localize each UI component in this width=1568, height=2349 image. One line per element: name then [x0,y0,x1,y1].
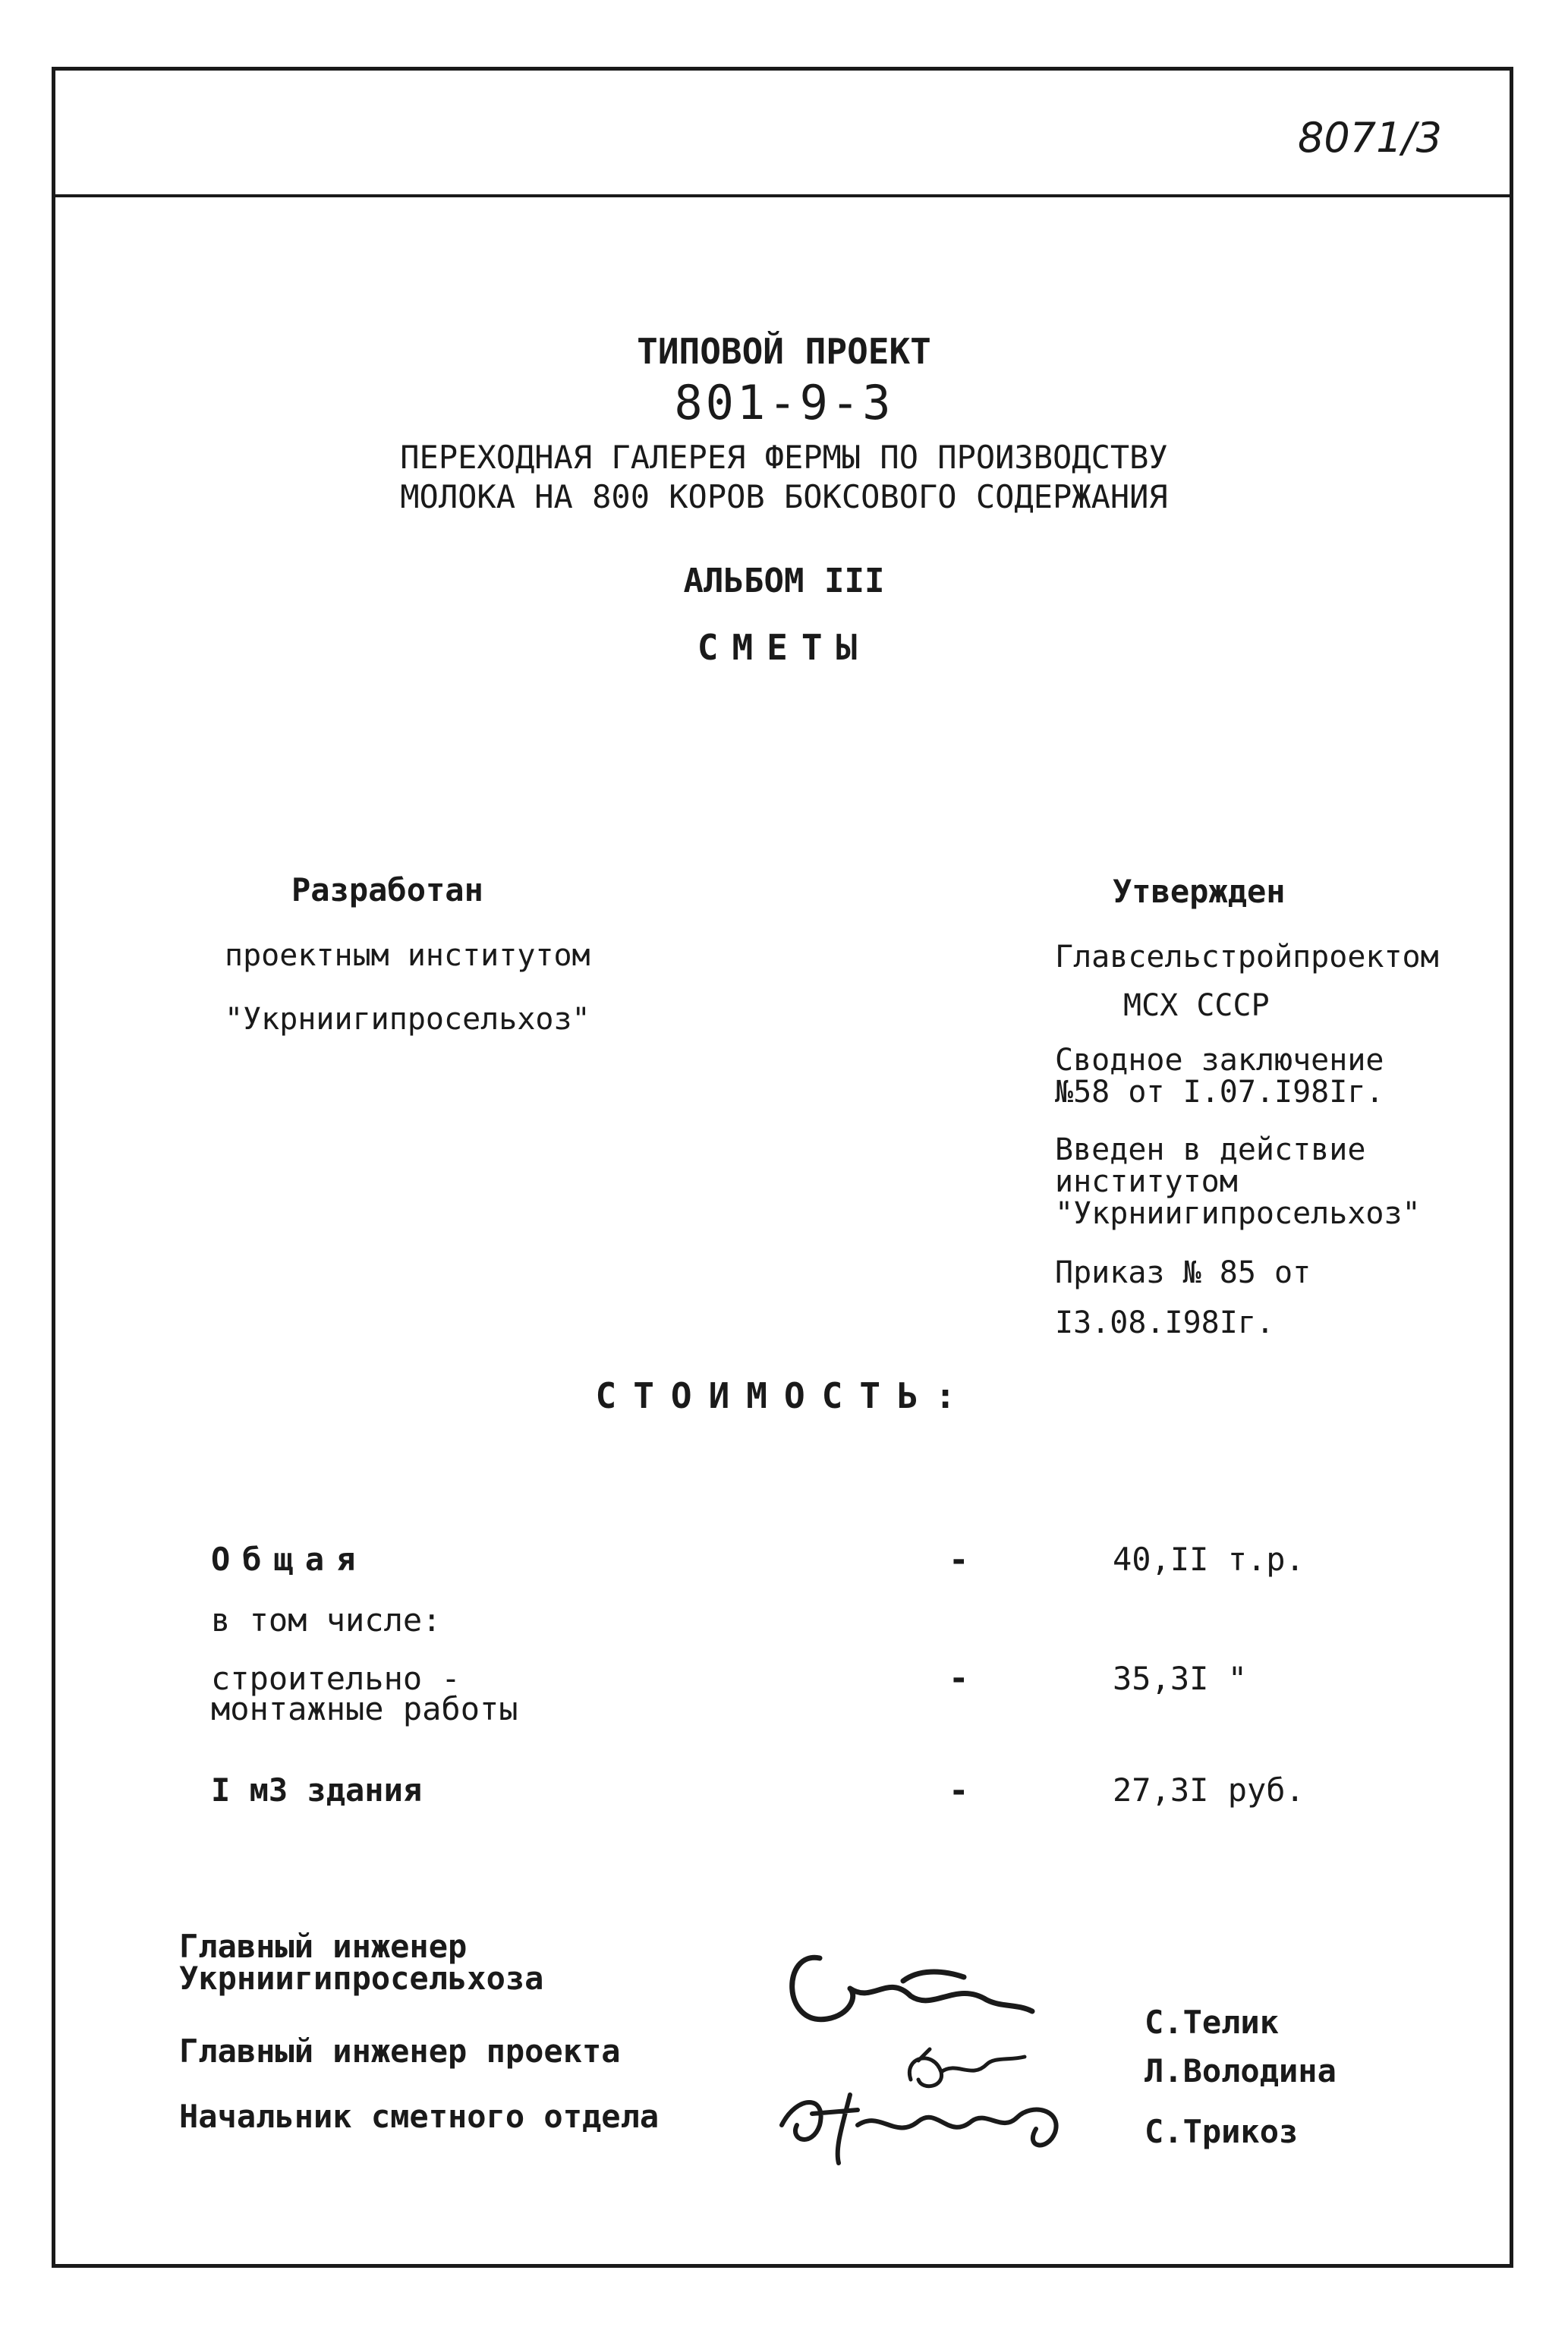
document-number: 8071/3 [1298,114,1442,162]
project-type: ТИПОВОЙ ПРОЕКТ [637,331,931,372]
album-number: АЛЬБОМ III [683,562,885,600]
header-divider [52,194,1513,197]
cost-label-including: в том числе: [211,1601,442,1639]
cost-value-construction: 35,3I " [1113,1660,1248,1697]
approved-order-date: I3.08.I98Iг. [1055,1305,1274,1340]
approved-heading: Утвержден [1113,873,1286,910]
cost-heading: СТОИМОСТЬ: [595,1375,973,1416]
developed-line2: "Укрниигипросельхоз" [225,1002,590,1037]
signatory-name-trikoz: С.Трикоз [1145,2113,1299,2150]
approved-order: Приказ № 85 от [1055,1255,1311,1290]
approved-line2: МСХ СССР [1123,988,1270,1023]
project-subject-line1: ПЕРЕХОДНАЯ ГАЛЕРЕЯ ФЕРМЫ ПО ПРОИЗВОДСТВУ [400,439,1168,476]
cost-dash-construction: - [949,1659,969,1698]
project-subject-line2: МОЛОКА НА 800 КОРОВ БОКСОВОГО СОДЕРЖАНИЯ [400,478,1168,515]
signatory-name-volodina: Л.Володина [1145,2052,1337,2089]
developed-line1: проектным институтом [225,938,590,973]
approved-line1: Главсельстройпроектом [1055,940,1439,975]
cost-label-construction: строительно - монтажные работы [211,1660,518,1727]
section-title: СМЕТЫ [697,627,871,668]
cost-label-per-m3: I м3 здания [211,1771,423,1809]
signature-telik [792,1957,1032,2019]
signature-volodina [909,2049,1025,2086]
cost-value-per-m3: 27,3I руб. [1113,1771,1305,1809]
cost-dash-per-m3: - [949,1771,969,1810]
developed-heading: Разработан [291,871,483,908]
cost-dash-total: - [949,1541,969,1579]
project-code: 801-9-3 [674,375,894,430]
signature-trikoz [782,2095,1056,2163]
approved-conclusion: Сводное заключение №58 от I.07.I98Iг. [1055,1043,1384,1110]
signatory-title-project-engineer: Главный инженер проекта [179,2033,621,2070]
signatory-name-telik: С.Телик [1145,2004,1280,2041]
signatory-title-chief-engineer: Главный инженер Укрниигипросельхоза [179,1928,544,1997]
cost-value-total: 40,II т.р. [1113,1541,1305,1578]
handwritten-signatures [767,1928,1161,2171]
signatory-title-estimate-head: Начальник сметного отдела [179,2098,660,2135]
approved-enacted: Введен в действие институтом "Укрниигипросельхоз" [1055,1132,1421,1231]
cost-label-total: Общая [211,1541,368,1578]
